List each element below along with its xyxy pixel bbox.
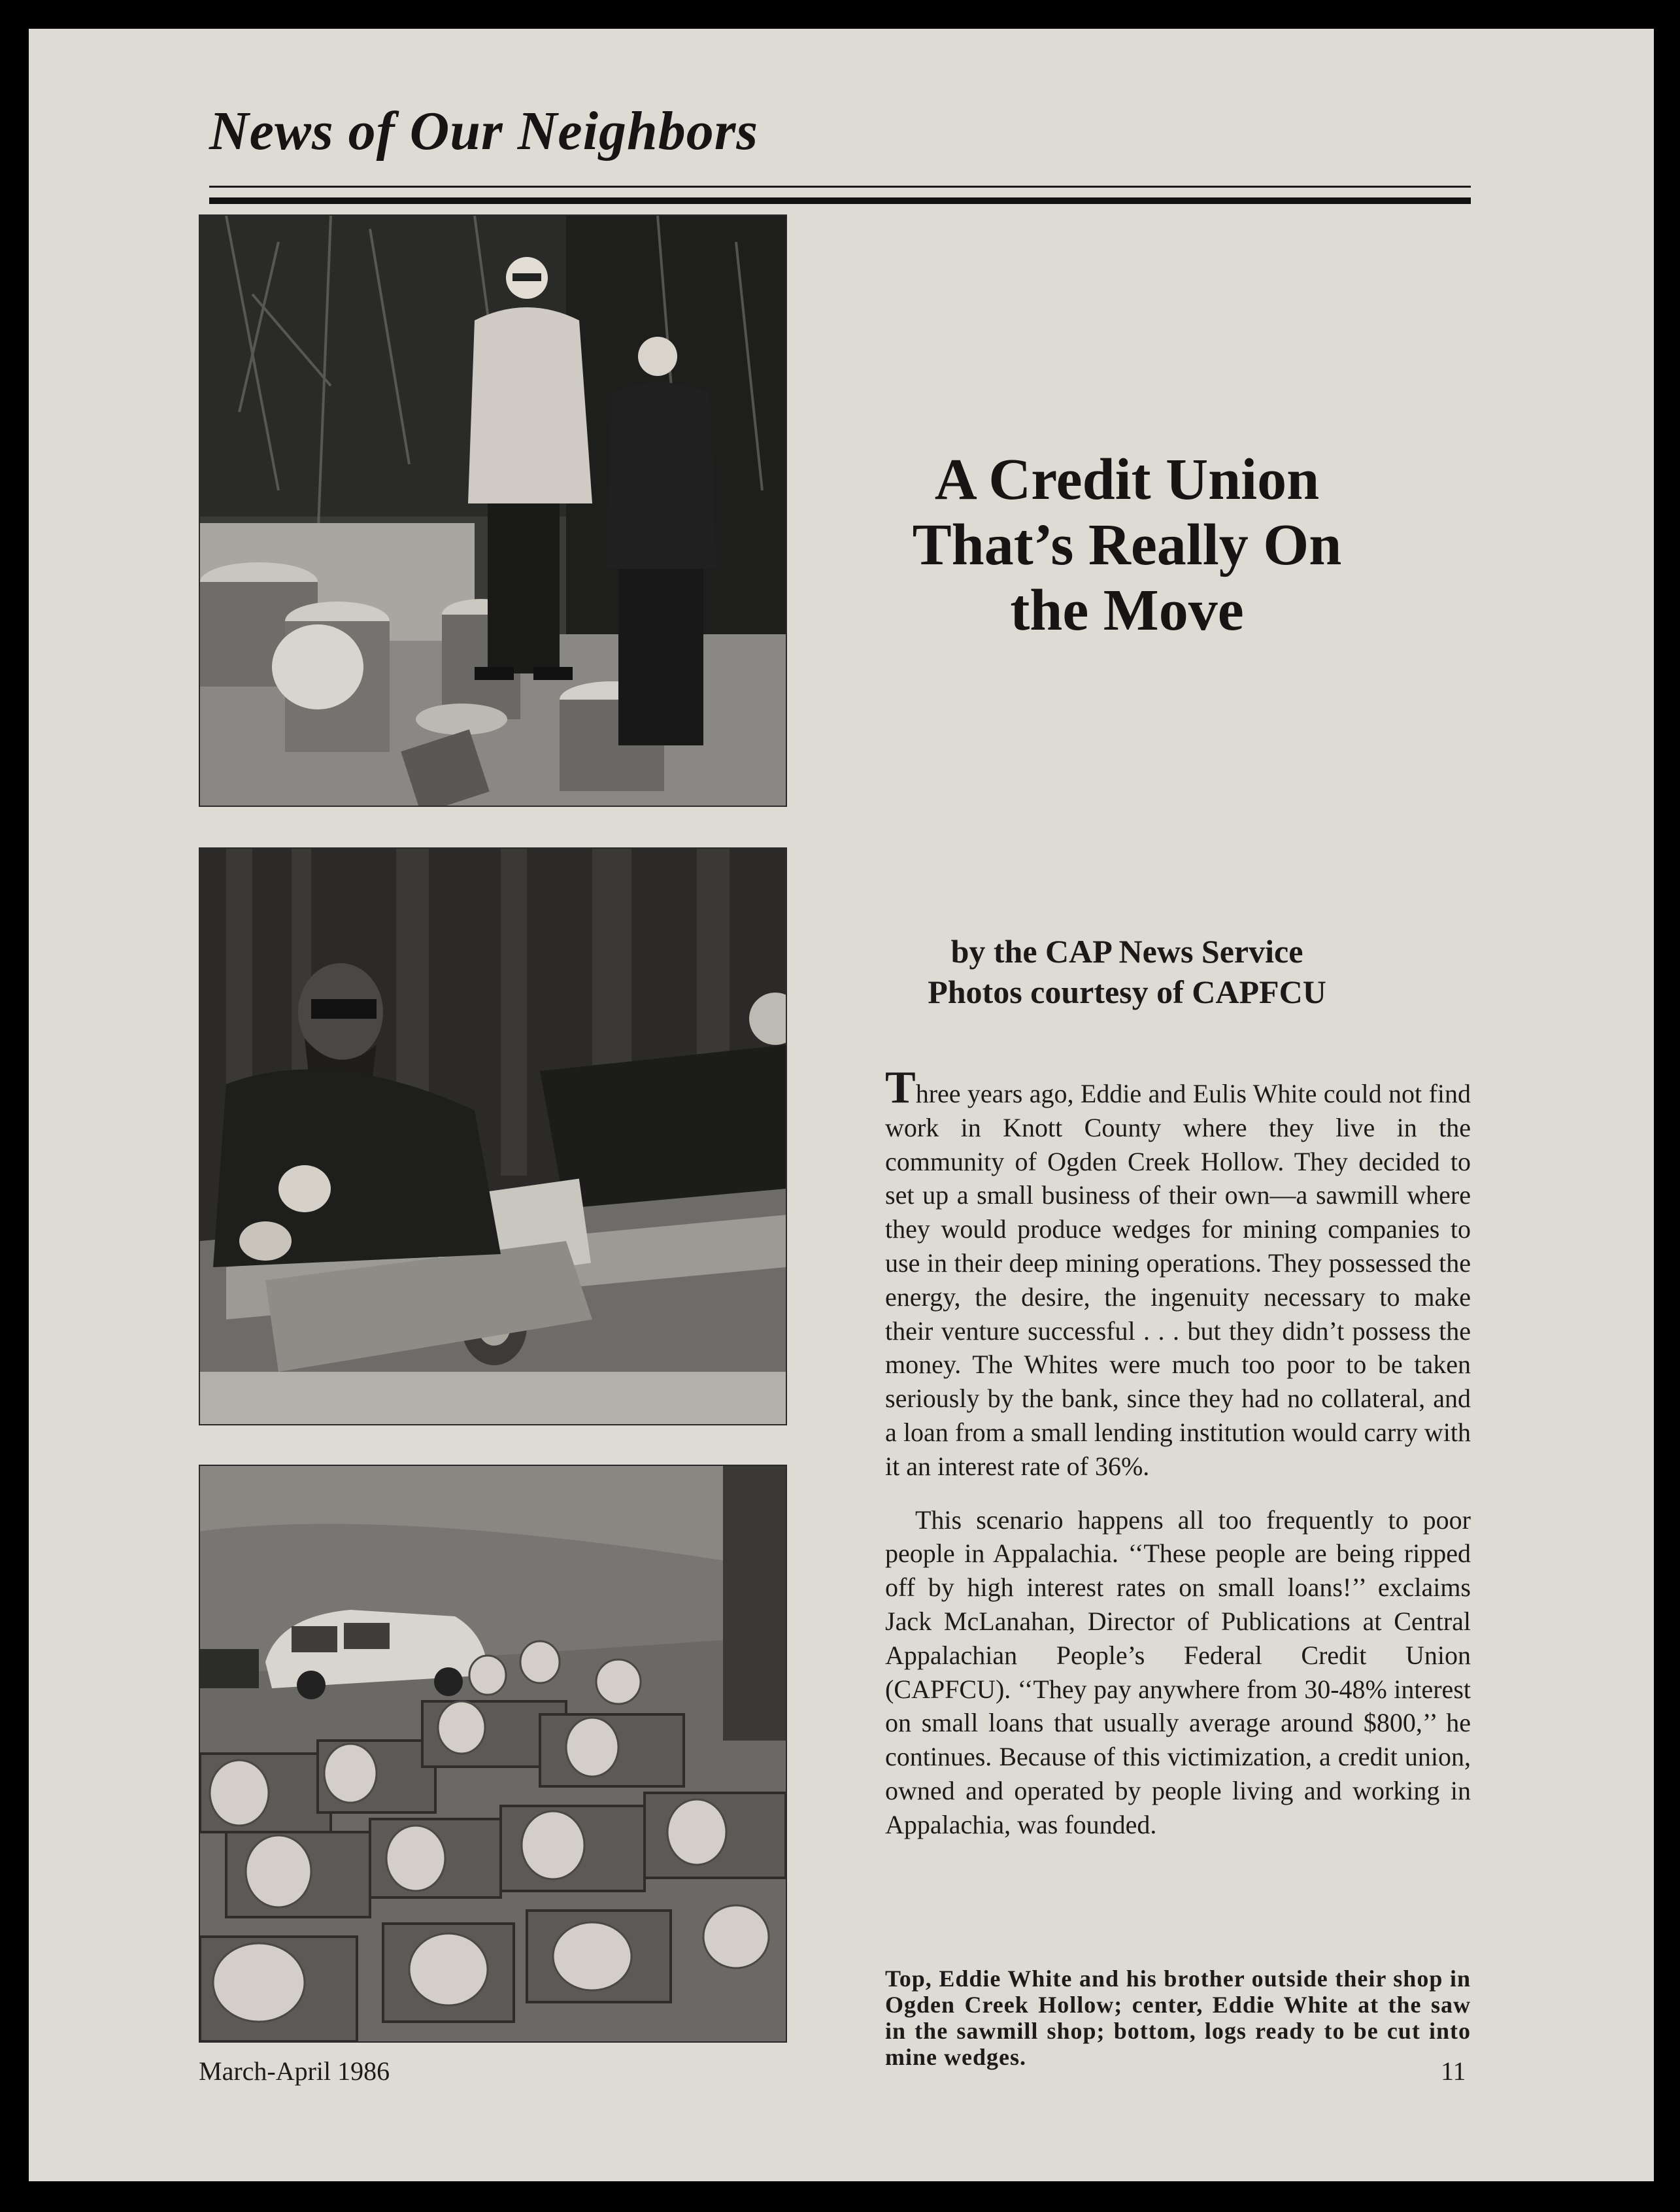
article-body (885, 1063, 1471, 1842)
article-byline (872, 931, 1382, 1012)
section-header: News of Our Neighbors (209, 101, 759, 162)
photo-logs-graphic (200, 1466, 786, 2041)
byline-photo-credit: Photos courtesy of CAPFCU (928, 974, 1326, 1010)
article-paragraph-2: This scenario happens all too frequently to poor people in Appalachia. ‘‘These people are being ripped off by high interest rates on small loans!’’ exclaims Jack McLanahan, Director of Publications at Central Appalachian People’s Federal Credit Union (CAPFCU). ‘‘They pay anywhere from 30-48% interest on small loans that usually average around $800,’’ he continues. Because of this victimization, a credit union, owned and operated by people living and working in Appalachia, was founded. (885, 1505, 1471, 1839)
page-number: 11 (1441, 2056, 1466, 2086)
photo-brothers-graphic (200, 216, 786, 806)
paragraph-1-text: hree years ago, Eddie and Eulis White could not find work in Knott County where they live in the community of Ogden Creek Hollow. They decided to set up a small business of their own—a sawmill where they would produce wedges for mining companies to use in their deep mining operations. They possessed the energy, the desire, the ingenuity necessary to make their venture successful . . . but they didn’t possess the money. The Whites were much too poor to be taken seriously by the bank, since they had no collateral, and a loan from a small lending institution would carry with it an interest rate of 36%. (885, 1079, 1471, 1481)
byline-author: by the CAP News Service (950, 933, 1303, 970)
magazine-page (29, 29, 1654, 2181)
article-title: A Credit Union That’s Really On the Move (912, 447, 1342, 643)
photo-logs-pile (199, 1465, 787, 2043)
header-rule-thin (209, 186, 1471, 188)
photo-saw-graphic (200, 849, 786, 1424)
photo-eddie-at-saw (199, 847, 787, 1425)
article-paragraph-1 (885, 1063, 1471, 1484)
header-rule-thick (209, 197, 1471, 204)
drop-cap: T (885, 1063, 916, 1113)
photo-caption: Top, Eddie White and his brother outside their shop in Ogden Creek Hollow; center, Eddie White at the saw in the sawmill shop; bottom, logs ready to be cut into mine wedges. (885, 1965, 1471, 2070)
issue-date: March-April 1986 (199, 2056, 390, 2086)
photo-brothers-outside-shop (199, 214, 787, 807)
